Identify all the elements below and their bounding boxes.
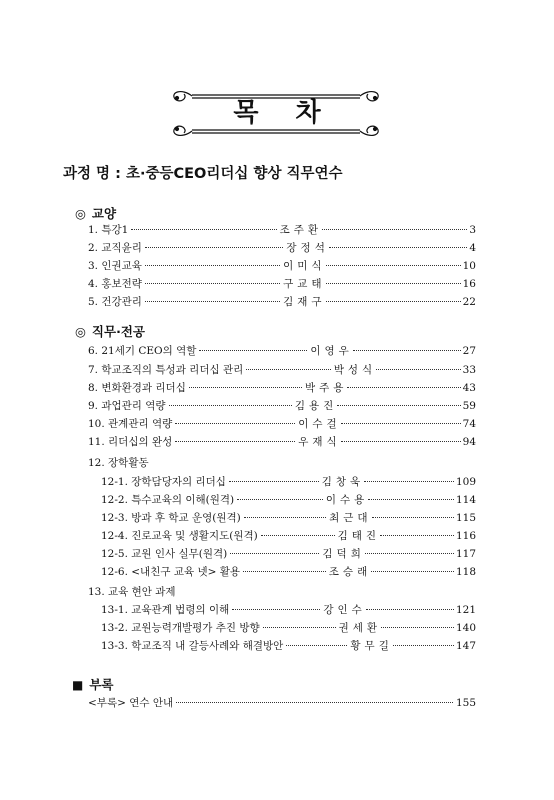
- entry-title: 10. 관계관리 역량: [88, 418, 173, 430]
- entry-author: 최근대: [329, 512, 372, 524]
- entry-title: 4. 홍보전략: [88, 278, 142, 290]
- section-title: 교양: [91, 206, 117, 221]
- entry-title: 12-2. 특수교육의 이해(원격): [101, 494, 235, 506]
- entry-title: 13-1. 교육관계 법령의 이해: [101, 604, 230, 616]
- entry-page: 121: [455, 604, 476, 616]
- entry-title: 13-3. 학교조직 내 갈등사례와 해결방안: [101, 640, 284, 652]
- entry-page: 109: [455, 476, 476, 488]
- entry-page: 118: [455, 566, 477, 578]
- dot-leader: [381, 627, 454, 628]
- dot-leader: [347, 387, 460, 388]
- toc-entry[interactable]: [101, 620, 476, 636]
- toc-entry[interactable]: [88, 416, 476, 432]
- entry-author: 김태진: [337, 530, 381, 542]
- page-title: 목 차: [233, 98, 335, 128]
- dot-leader: [376, 369, 460, 370]
- dot-leader: [246, 369, 330, 370]
- toc-entry[interactable]: [101, 546, 476, 562]
- entry-page: 22: [462, 296, 476, 308]
- section-heading-general: [75, 204, 116, 222]
- entry-author: 권세환: [338, 622, 382, 634]
- dot-leader: [380, 535, 454, 536]
- double-circle-icon: ◎: [75, 206, 86, 221]
- entry-page: 33: [462, 364, 477, 376]
- section-title: 부록: [89, 677, 114, 692]
- entry-page: 27: [462, 345, 477, 357]
- toc-entry[interactable]: [88, 222, 476, 238]
- toc-entry[interactable]: [101, 528, 476, 544]
- dot-leader: [175, 423, 295, 424]
- toc-entry[interactable]: [88, 294, 476, 310]
- entry-author: 이수걸: [298, 418, 341, 430]
- dot-leader: [131, 229, 276, 230]
- toc-entry[interactable]: [88, 434, 476, 450]
- dot-leader: [263, 627, 336, 628]
- dot-leader: [199, 350, 307, 351]
- dot-leader: [329, 247, 467, 248]
- entry-title: 12-4. 진로교육 및 생활지도(원격): [101, 530, 258, 542]
- entry-author: 김재구: [283, 296, 326, 308]
- dot-leader: [393, 645, 454, 646]
- toc-entry[interactable]: [101, 492, 476, 508]
- dot-leader: [286, 645, 347, 646]
- entry-author: 구교태: [283, 278, 326, 290]
- dot-leader: [145, 301, 280, 302]
- toc-entry[interactable]: [88, 276, 476, 292]
- dot-leader: [368, 499, 454, 500]
- entry-author: 조주환: [279, 224, 323, 236]
- dot-leader: [145, 283, 280, 284]
- toc-entry[interactable]: [88, 240, 476, 256]
- toc-entry[interactable]: [101, 510, 476, 526]
- entry-author: 우재식: [298, 436, 341, 448]
- square-bullet-icon: ■: [72, 678, 84, 692]
- entry-page: 155: [455, 697, 476, 709]
- entry-title: 12-6. <내친구 교육 넷> 활용: [101, 566, 241, 578]
- section-title: 직무·전공: [91, 324, 145, 339]
- entry-author: 조승래: [328, 566, 372, 578]
- entry-author: 김덕희: [322, 548, 365, 560]
- entry-page: 59: [462, 400, 476, 412]
- entry-author: 이수용: [325, 494, 369, 506]
- entry-author: 이영우: [310, 345, 353, 357]
- entry-author: 황무길: [350, 640, 393, 652]
- entry-page: 16: [462, 278, 476, 290]
- dot-leader: [365, 553, 454, 554]
- entry-author: 박주용: [305, 382, 348, 394]
- toc-entry[interactable]: [88, 380, 476, 396]
- entry-title: 3. 인권교육: [88, 260, 142, 272]
- toc-entry[interactable]: [88, 362, 476, 378]
- entry-author: 김창욱: [321, 476, 365, 488]
- dot-leader: [244, 517, 326, 518]
- dot-leader: [326, 283, 461, 284]
- entry-title: 1. 특강1: [88, 224, 129, 236]
- dot-leader: [261, 535, 335, 536]
- toc-entry[interactable]: [88, 398, 476, 414]
- entry-title: 11. 리더십의 완성: [88, 436, 173, 448]
- dot-leader: [341, 441, 461, 442]
- section-heading-appendix: [72, 675, 114, 693]
- subgroup-heading: 12. 장학활동: [88, 457, 149, 469]
- dot-leader: [145, 247, 283, 248]
- entry-title: 12-5. 교원 인사 실무(원격): [101, 548, 228, 560]
- dot-leader: [353, 350, 461, 351]
- entry-page: 74: [462, 418, 477, 430]
- section-heading-major: [75, 322, 145, 340]
- entry-page: 43: [462, 382, 476, 394]
- toc-entry[interactable]: [88, 258, 476, 274]
- entry-title: 13-2. 교원능력개발평가 추진 방향: [101, 622, 260, 634]
- entry-author: 이미식: [283, 260, 326, 272]
- entry-title: 2. 교직윤리: [88, 242, 142, 254]
- dot-leader: [337, 405, 460, 406]
- entry-title: 8. 변화환경과 리더십: [88, 382, 186, 394]
- toc-header: [0, 88, 554, 148]
- double-circle-icon: ◎: [75, 324, 86, 339]
- entry-title: 7. 학교조직의 특성과 리더십 관리: [88, 364, 244, 376]
- toc-entry[interactable]: [101, 564, 476, 580]
- dot-leader: [243, 571, 326, 572]
- toc-entry[interactable]: [101, 638, 476, 654]
- dot-leader: [189, 387, 302, 388]
- dot-leader: [326, 265, 461, 266]
- entry-author: 박성식: [333, 364, 377, 376]
- entry-page: 3: [469, 224, 477, 236]
- entry-title: 6. 21세기 CEO의 역할: [88, 345, 197, 357]
- dot-leader: [341, 423, 461, 424]
- entry-page: 147: [455, 640, 477, 652]
- dot-leader: [322, 229, 467, 230]
- entry-page: 115: [455, 512, 476, 524]
- entry-title: 12-3. 방과 후 학교 운영(원격): [101, 512, 241, 524]
- dot-leader: [371, 571, 454, 572]
- entry-author: 강인수: [323, 604, 366, 616]
- dot-leader: [175, 441, 295, 442]
- entry-page: 117: [455, 548, 477, 560]
- dot-leader: [364, 481, 454, 482]
- dot-leader: [145, 265, 280, 266]
- entry-title: 12-1. 장학담당자의 리더십: [101, 476, 226, 488]
- dot-leader: [230, 553, 319, 554]
- entry-author: 김용진: [294, 400, 338, 412]
- entry-page: 114: [455, 494, 477, 506]
- subgroup-heading: 13. 교육 현안 과제: [88, 586, 176, 598]
- toc-entry[interactable]: [101, 602, 476, 618]
- toc-entry[interactable]: [88, 343, 476, 359]
- entry-title: <부록> 연수 안내: [88, 697, 174, 709]
- entry-page: 94: [462, 436, 477, 448]
- dot-leader: [169, 405, 292, 406]
- dot-leader: [366, 609, 454, 610]
- dot-leader: [176, 702, 453, 703]
- entry-page: 140: [455, 622, 477, 634]
- dot-leader: [372, 517, 454, 518]
- course-name: 과정 명 : 초·중등CEO리더십 향상 직무연수: [63, 166, 343, 182]
- entry-page: 10: [462, 260, 476, 272]
- entry-page: 4: [469, 242, 476, 254]
- entry-title: 5. 건강관리: [88, 296, 142, 308]
- entry-title: 9. 과업관리 역량: [88, 400, 166, 412]
- toc-entry[interactable]: [101, 474, 476, 490]
- toc-entry[interactable]: [88, 695, 476, 711]
- dot-leader: [232, 609, 320, 610]
- entry-page: 116: [455, 530, 477, 542]
- dot-leader: [229, 481, 319, 482]
- dot-leader: [237, 499, 323, 500]
- entry-author: 장정석: [286, 242, 329, 254]
- dot-leader: [326, 301, 461, 302]
